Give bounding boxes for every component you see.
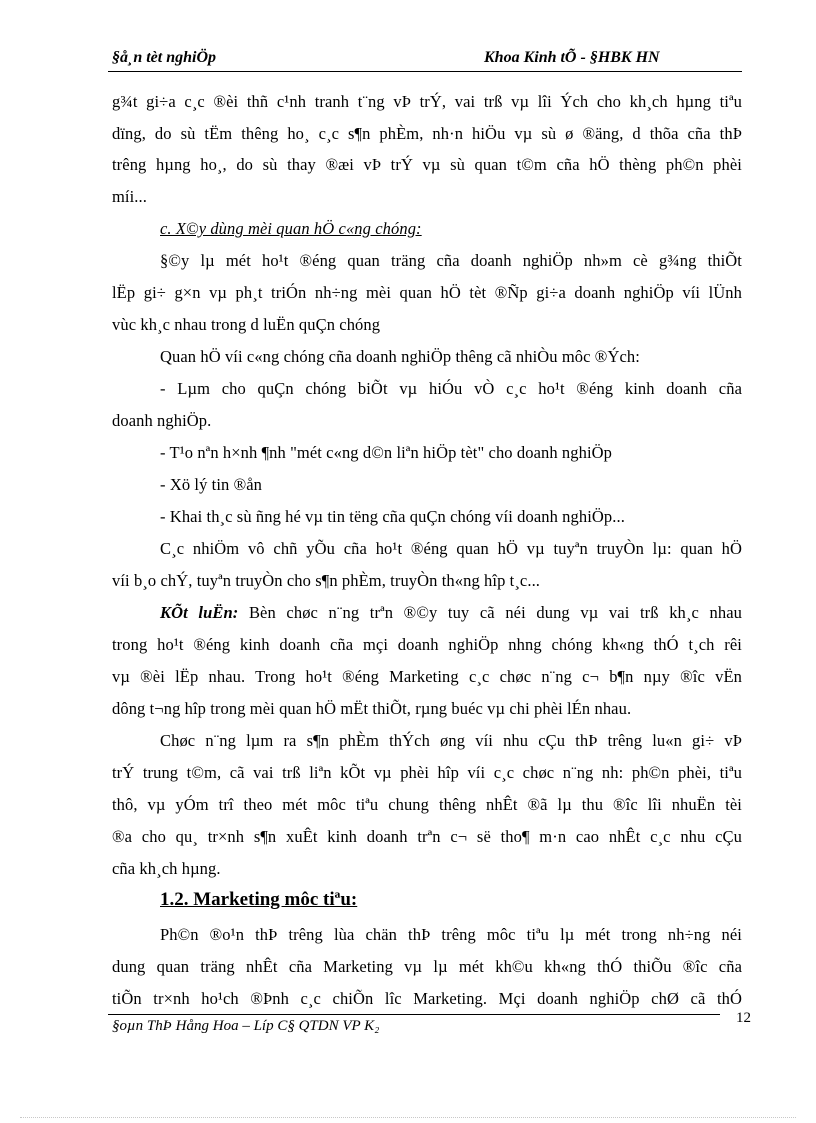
body-line-15: víi b¸o chÝ, tuyªn truyÒn cho s¶n phÈm, truyÒn th«ng hîp t¸c... [112,571,541,590]
body-line-18: vµ ®èi lËp nhau. Trong ho¹t ®éng Marketing c¸c chøc n¨ng c¬ b¶n nµy ®îc vËn [112,667,742,686]
body-line-19: dông t¬ng hîp trong mèi quan hÖ mËt thiÕt, rµng buéc vµ chi phèi lÉn nhau. [112,699,632,718]
body-line-2: dïng, do sù tËm thêng ho¸ c¸c s¶n phÈm, nh·n hiÖu vµ sù ø ®äng, d thõa cña thÞ [112,124,742,143]
body-line-24: cña kh¸ch hµng. [112,859,221,878]
body-line-26: dung quan träng nhÊt cña Marketing vµ lµ mét kh©u kh«ng thÓ thiÕu ®îc cña [112,957,742,976]
body-line-9: - Lµm cho quÇn chóng biÕt vµ hiÓu vÒ c¸c ho¹t ®éng kinh doanh cña [160,379,742,398]
page-edge-divider [20,1117,796,1118]
body-line-5: §©y lµ mét ho¹t ®éng quan träng cña doanh nghiÖp nh»m cè g¾ng thiÕt [160,251,742,270]
body-line-10: doanh nghiÖp. [112,411,212,430]
footer-rule [108,1014,720,1015]
body-line-7: vùc kh¸c nhau trong d luËn quÇn chóng [112,315,381,334]
section-heading: 1.2. Marketing môc tiªu: [160,889,358,910]
conclusion-text: Bèn chøc n¨ng trªn ®©y tuy cã néi dung vµ vai trß kh¸c nhau [238,603,742,622]
body-line-3: trêng hµng ho¸, do sù thay ®æi vÞ trÝ vµ sù quan t©m cña hÖ thèng ph©n phèi [112,155,742,174]
body-line-21: trÝ trung t©m, cã vai trß liªn kÕt vµ phèi hîp víi c¸c chøc n¨ng nh: ph©n phèi, tiªu [112,763,742,782]
subsection-heading: c. X©y dùng mèi quan hÖ c«ng chóng: [160,219,422,238]
body-line-13: - Khai th¸c sù ñng hé vµ tin tëng cña quÇn chóng víi doanh nghiÖp... [160,507,625,526]
conclusion-label: KÕt luËn: [160,603,239,622]
header-title-right: Khoa Kinh tÕ - §HBK HN [484,49,660,66]
body-line-12: - Xö lý tin ®ån [160,475,263,494]
body-line-22: thô, vµ yÓm trî theo mét môc tiªu chung thêng nhÊt ®ã lµ thu ®îc lîi nhuËn tèi [112,795,742,814]
body-line-23: ®a cho qu¸ tr×nh s¶n xuÊt kinh doanh trªn c¬ së tho¶ m·n cao nhÊt c¸c nhu cÇu [112,827,742,846]
header-title-left: §å¸n tèt nghiÖp [112,49,217,66]
conclusion-line [160,603,742,623]
body-line-8: Quan hÖ víi c«ng chóng cña doanh nghiÖp thêng cã nhiÒu môc ®Ých: [160,347,640,366]
body-line-25: Ph©n ®o¹n thÞ trêng lùa chän thÞ trêng môc tiªu lµ mét trong nh÷ng néi [160,925,742,944]
footer-author: §oµn ThÞ Hång Hoa – Líp C§ QTDN VP K₂ [112,1018,380,1034]
body-line-1: g¾t gi÷a c¸c ®èi thñ c¹nh tranh t¨ng vÞ trÝ, vai trß vµ lîi Ých cho kh¸ch hµng tiªu [112,92,742,111]
body-line-20: Chøc n¨ng lµm ra s¶n phÈm thÝch øng víi nhu cÇu thÞ trêng lu«n gi÷ vÞ [160,731,742,750]
body-line-11: - T¹o nªn h×nh ¶nh "mét c«ng d©n liªn hiÖp tèt" cho doanh nghiÖp [160,443,613,462]
body-line-17: trong ho¹t ®éng kinh doanh cña mçi doanh nghiÖp nhng chóng kh«ng thÓ t¸ch rêi [112,635,742,654]
body-line-4: míi... [112,187,147,206]
header-rule [108,71,742,72]
page-number: 12 [736,1010,751,1026]
body-line-27: tiÕn tr×nh ho¹ch ®Þnh c¸c chiÕn lîc Marketing. Mçi doanh nghiÖp chØ cã thÓ [112,989,742,1008]
body-line-14: C¸c nhiÖm vô chñ yÕu cña ho¹t ®éng quan hÖ vµ tuyªn truyÒn lµ: quan hÖ [160,539,742,558]
body-line-6: lËp gi÷ g×n vµ ph¸t triÓn nh÷ng mèi quan hÖ tèt ®Ñp gi÷a doanh nghiÖp víi lÜnh [112,283,742,302]
